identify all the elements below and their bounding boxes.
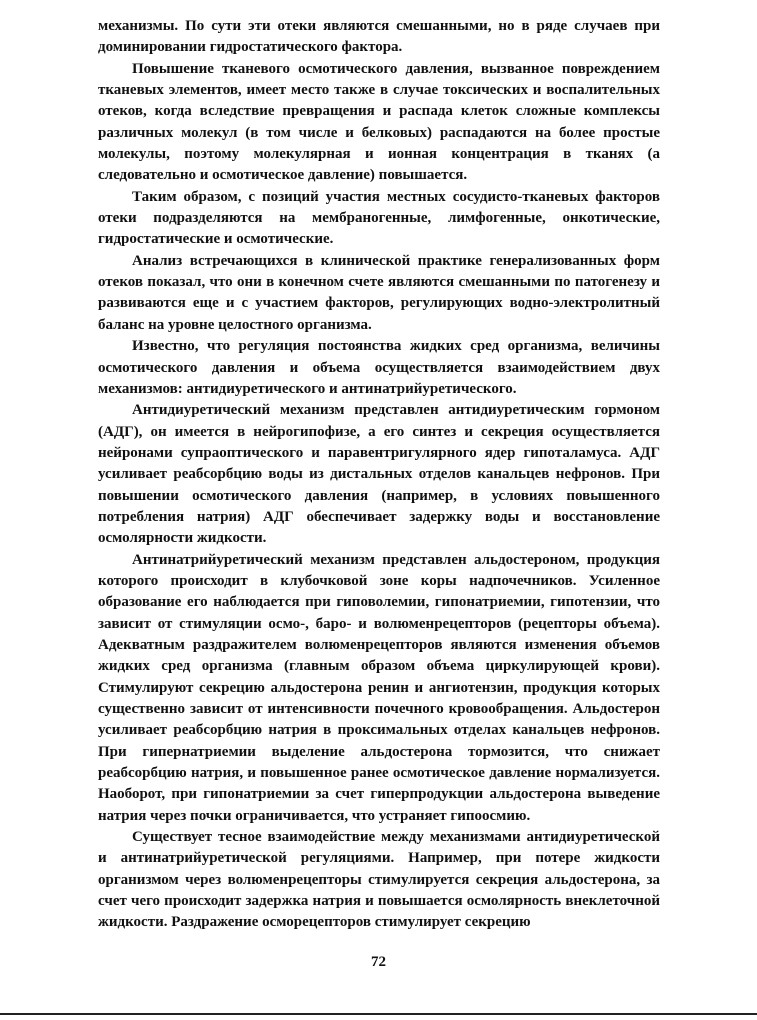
body-text (98, 16, 660, 934)
paragraph: Повышение тканевого осмотического давления, вызванное повреждением тканевых элементов, имеет место также в случае токсических и воспалительных отеков, когда вследствие превращения и распада клеток сложные комплексы различных молекул (в том числе и белковых) распадаются на более простые молекулы, поэтому молекулярная и ионная концентрация в тканях (а следовательно и осмотическое давление) повышается. (98, 60, 660, 184)
paragraph: Антидиуретический механизм представлен антидиуретическим гормоном (АДГ), он имеется в нейрогипофизе, а его синтез и секреция осуществляется нейронами супраоптического и паравентригулярного ядер гипоталамуса. АДГ усиливает реабсорбцию воды из дистальных отделов канальцев нефронов. При повышении осмотического давления (например, в условиях повышенного потребления натрия) АДГ обеспечивает задержку воды и восстановление осмолярности жидкости. (98, 402, 660, 547)
paragraph: Антинатрийуретический механизм представлен альдостероном, продукция которого происходит в клубочковой зоне коры надпочечников. Усиленное образование его наблюдается при гиповолемии, гипонатриемии, гипотензии, что зависит от стимуляции осмо-, баро- и волюменрецепторов (рецепторы объема). Адекватным раздражителем волюменрецепторов являются изменения объемов жидких сред организма (главным образом объема циркулирующей крови). Стимулируют секрецию альдостерона ренин и ангиотензин, продукция которых существенно зависит от интенсивности почечного кровообращения. Альдостерон усиливает реабсорбцию натрия в проксимальных отделах канальцев нефронов. При гипернатриемии выделение альдостерона тормозится, что снижает реабсорбцию натрия, и повышенное ранее осмотическое давление нормализуется. Наоборот, при гипонатриемии за счет гиперпродукции альдостерона выведение натрия через почки ограничивается, что устраняет гипоосмию. (98, 551, 660, 824)
page-number: 72 (371, 954, 386, 970)
paragraph: Известно, что регуляция постоянства жидких сред организма, величины осмотического давления и объема осуществляется взаимодействием двух механизмов: антидиуретического и антинатрийуретического. (98, 338, 660, 397)
paragraph: Существует тесное взаимодействие между механизмами антидиуретической и антинатрийуретической регуляциями. Например, при потере жидкости организмом через волюменрецепторы стимулируется секреция альдостерона, за счет чего происходит задержка натрия и повышается осмолярность внеклеточной жидкости. Раздражение осморецепторов стимулирует секрецию (98, 829, 660, 931)
paragraph: механизмы. По сути эти отеки являются смешанными, но в ряде случаев при доминировании гидростатического фактора. (98, 18, 660, 56)
paragraph: Анализ встречающихся в клинической практике генерализованных форм отеков показал, что они в конечном счете являются смешанными по патогенезу и развиваются еще и с участием факторов, регулирующих водно-электролитный баланс на уровне целостного организма. (98, 252, 660, 333)
paragraph: Таким образом, с позиций участия местных сосудисто-тканевых факторов отеки подразделяются на мембраногенные, лимфогенные, онкотические, гидростатические и осмотические. (98, 188, 660, 248)
bottom-rule (0, 1013, 757, 1015)
